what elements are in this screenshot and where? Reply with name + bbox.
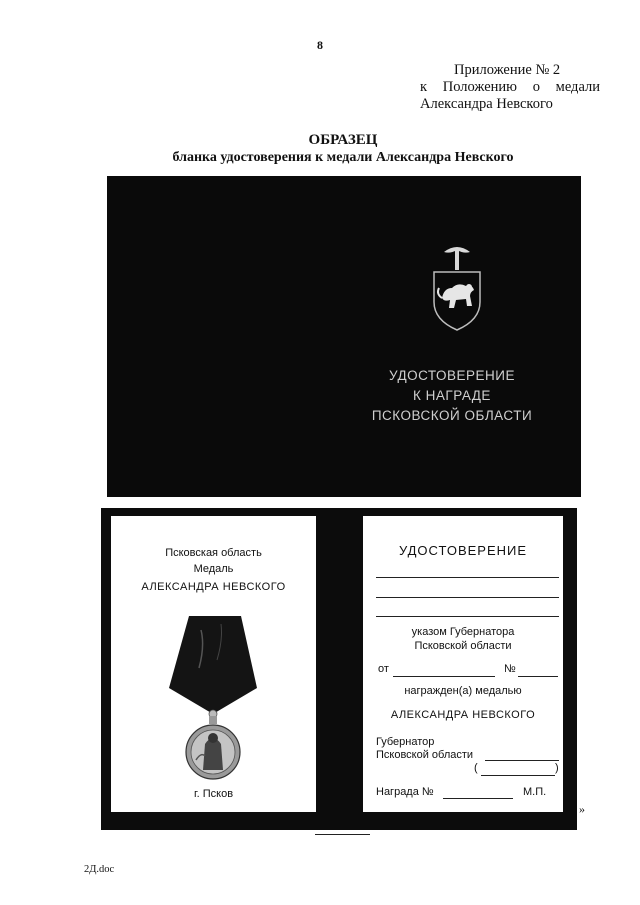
- medal-label: Медаль: [193, 563, 234, 575]
- cover-line: УДОСТОВЕРЕНИЕ: [388, 368, 516, 383]
- appendix-line-3: Александра Невского: [420, 96, 553, 112]
- alexander-nevsky-medal-icon: [163, 610, 263, 785]
- appendix-line-2: [420, 79, 600, 96]
- end-rule: [315, 834, 370, 835]
- decree-date-label: от: [378, 663, 389, 675]
- award-number-line: [443, 798, 513, 799]
- appendix-word: Положению: [442, 79, 518, 95]
- city-label: г. Псков: [193, 788, 234, 800]
- decree-line-2: Псковской области: [414, 640, 512, 652]
- award-medal-name: АЛЕКСАНДРА НЕВСКОГО: [390, 709, 536, 721]
- name-line-1: [376, 577, 559, 578]
- award-number-label: Награда №: [376, 786, 434, 798]
- cover-line: ПСКОВСКОЙ ОБЛАСТИ: [371, 408, 533, 423]
- paren-close: ): [555, 762, 559, 774]
- awarded-text: награжден(а) медалью: [404, 685, 522, 697]
- page-number: 8: [317, 38, 323, 52]
- governor-signature-line: [485, 760, 559, 761]
- appendix-word: о: [532, 79, 540, 95]
- certificate-inner-spread: [101, 508, 577, 830]
- appendix-block: [420, 62, 600, 113]
- certificate-right-page: [363, 516, 563, 812]
- name-line-2: [376, 597, 559, 598]
- governor-name-line: [481, 775, 555, 776]
- paren-open: (: [474, 762, 478, 774]
- footer-filename: 2Д.doc: [84, 864, 115, 875]
- document-title: ОБРАЗЕЦ: [308, 132, 378, 148]
- certificate-cover: [107, 176, 581, 497]
- appendix-word: медали: [555, 79, 600, 95]
- pskov-coat-of-arms-icon: [420, 244, 495, 334]
- appendix-line-1: Приложение № 2: [454, 62, 561, 78]
- decree-date-line: [393, 676, 495, 677]
- cover-text: [357, 366, 547, 426]
- decree-number-label: №: [504, 663, 516, 675]
- name-line-3: [376, 616, 559, 617]
- governor-label-1: Губернатор: [376, 736, 435, 748]
- certificate-left-page: [111, 516, 316, 812]
- decree-line-1: указом Губернатора: [411, 626, 515, 638]
- medal-name: АЛЕКСАНДРА НЕВСКОГО: [141, 581, 286, 593]
- document-subtitle: бланка удостоверения к медали Александра Невского: [172, 150, 514, 165]
- appendix-word: к: [420, 79, 428, 95]
- cover-line: К НАГРАДЕ: [413, 388, 491, 403]
- seal-label: М.П.: [523, 786, 547, 798]
- governor-label-2: Псковской области: [376, 749, 474, 761]
- certificate-heading: УДОСТОВЕРЕНИЕ: [398, 543, 528, 558]
- region-label: Псковская область: [165, 547, 262, 559]
- decree-number-line: [518, 676, 558, 677]
- closing-quote: »: [579, 802, 585, 816]
